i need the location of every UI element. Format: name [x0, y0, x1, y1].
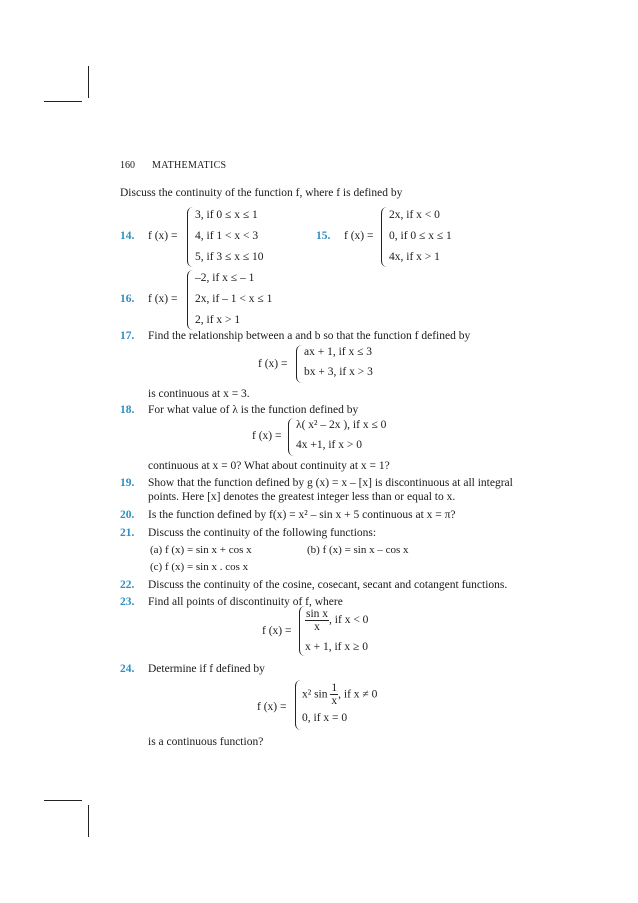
q19-line-2: points. Here [x] denotes the greatest integer less than or equal to x.: [148, 491, 456, 503]
q16-case-3: 2, if x > 1: [195, 314, 241, 326]
q21-text: Discuss the continuity of the following functions:: [148, 527, 377, 539]
question-17-number: 17.: [120, 330, 135, 342]
q18-after: continuous at x = 0? What about continuity at x = 1?: [148, 460, 390, 472]
crop-mark-top-horizontal: [44, 101, 82, 102]
question-20-number: 20.: [120, 509, 135, 521]
q17-case-2: bx + 3, if x > 3: [304, 366, 373, 378]
q22-text: Discuss the continuity of the cosine, cosecant, secant and cotangent functions.: [148, 579, 508, 591]
q23-fraction: [305, 608, 329, 633]
q17-case-1: ax + 1, if x ≤ 3: [304, 346, 373, 358]
q14-lhs: f (x) =: [148, 230, 178, 242]
q19-line-1: Show that the function defined by g (x) = x – [x] is discontinuous at all integral: [148, 477, 513, 489]
q18-brace: [288, 418, 294, 456]
q18-lhs: f (x) =: [252, 430, 282, 442]
q15-lhs: f (x) =: [344, 230, 374, 242]
q21-part-a: (a) f (x) = sin x + cos x: [150, 544, 252, 556]
q23-text: Find all points of discontinuity of f, where: [148, 596, 343, 608]
q16-brace: [187, 270, 193, 330]
question-23-number: 23.: [120, 596, 135, 608]
q23-case-1: [305, 608, 368, 633]
q14-case-1: 3, if 0 ≤ x ≤ 1: [195, 209, 258, 221]
question-24-number: 24.: [120, 663, 135, 675]
q24-fraction-denominator: x: [331, 695, 338, 708]
q24-case-1: [302, 682, 377, 707]
q23-case-2: x + 1, if x ≥ 0: [305, 641, 368, 653]
q24-text: Determine if f defined by: [148, 663, 265, 675]
q14-case-3: 5, if 3 ≤ x ≤ 10: [195, 251, 264, 263]
q16-case-2: 2x, if – 1 < x ≤ 1: [195, 293, 273, 305]
question-16-number: 16.: [120, 293, 135, 305]
q24-after: is a continuous function?: [148, 736, 264, 748]
crop-mark-bottom-vertical: [88, 805, 89, 837]
q24-fraction: [330, 682, 338, 707]
q23-fraction-numerator: sin x: [306, 608, 329, 620]
q17-brace: [296, 345, 302, 383]
q16-case-1: –2, if x ≤ – 1: [195, 272, 255, 284]
q16-lhs: f (x) =: [148, 293, 178, 305]
q18-case-2: 4x +1, if x > 0: [296, 439, 362, 451]
q17-lhs: f (x) =: [258, 358, 288, 370]
q23-case-1-condition: , if x < 0: [329, 614, 369, 627]
q24-brace: [295, 680, 301, 730]
question-14-number: 14.: [120, 230, 135, 242]
q17-text: Find the relationship between a and b so that the function f defined by: [148, 330, 471, 342]
q21-part-c: (c) f (x) = sin x . cos x: [150, 561, 249, 573]
q24-fraction-numerator: 1: [331, 682, 338, 694]
question-21-number: 21.: [120, 527, 135, 539]
q17-after: is continuous at x = 3.: [148, 388, 250, 400]
q18-text: For what value of λ is the function defined by: [148, 404, 359, 416]
question-19-number: 19.: [120, 477, 135, 489]
q24-case-1-expression: x² sin: [302, 688, 328, 701]
q15-case-2: 0, if 0 ≤ x ≤ 1: [389, 230, 452, 242]
question-18-number: 18.: [120, 404, 135, 416]
q15-brace: [381, 207, 387, 267]
q14-case-2: 4, if 1 < x < 3: [195, 230, 259, 242]
crop-mark-bottom-horizontal: [44, 800, 82, 801]
q14-brace: [187, 207, 193, 267]
q24-lhs: f (x) =: [257, 701, 287, 713]
q23-lhs: f (x) =: [262, 625, 292, 637]
q15-case-3: 4x, if x > 1: [389, 251, 440, 263]
question-15-number: 15.: [316, 230, 331, 242]
q15-case-1: 2x, if x < 0: [389, 209, 440, 221]
q23-fraction-denominator: x: [314, 621, 320, 634]
q24-case-1-condition: , if x ≠ 0: [338, 688, 378, 701]
q21-part-b: (b) f (x) = sin x – cos x: [307, 544, 409, 556]
intro-text: Discuss the continuity of the function f, where f is defined by: [120, 187, 403, 199]
page-number: 160: [120, 160, 135, 171]
running-title: MATHEMATICS: [152, 160, 227, 171]
q18-case-1: λ( x² – 2x ), if x ≤ 0: [296, 419, 387, 431]
crop-mark-top-vertical: [88, 66, 89, 98]
question-22-number: 22.: [120, 579, 135, 591]
q24-case-2: 0, if x = 0: [302, 712, 348, 724]
q20-text: Is the function defined by f(x) = x² – sin x + 5 continuous at x = π?: [148, 509, 456, 521]
